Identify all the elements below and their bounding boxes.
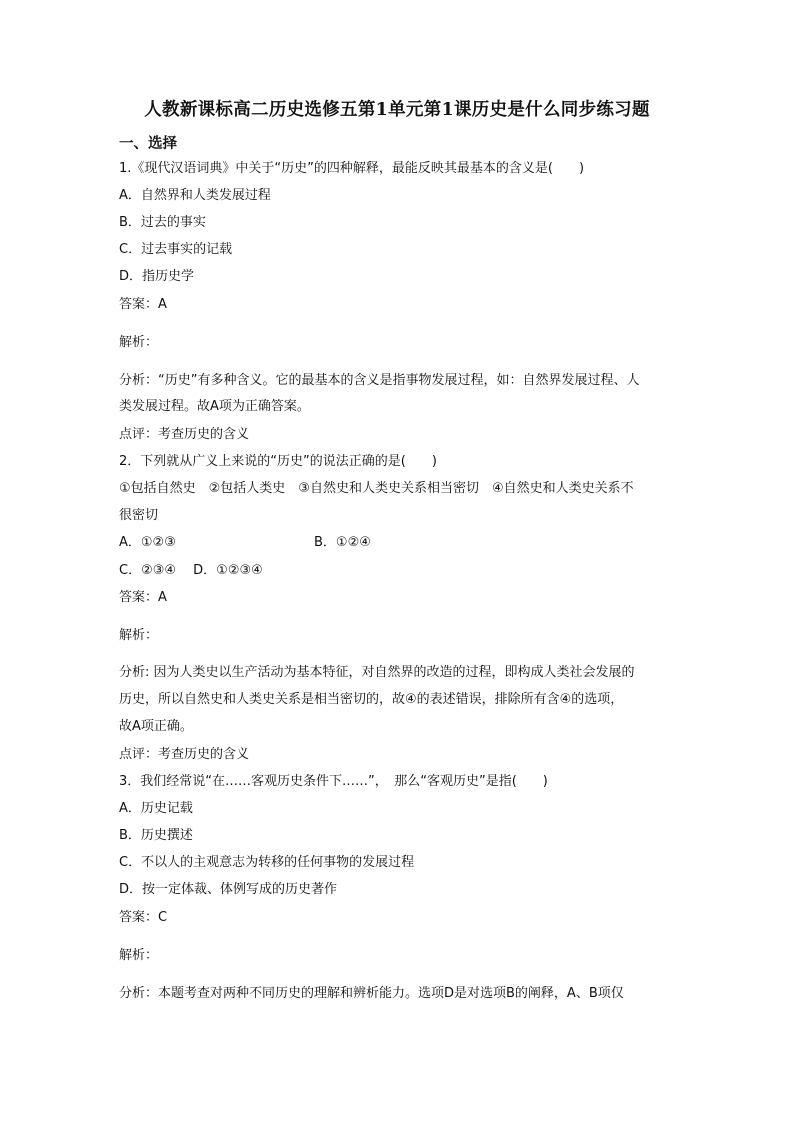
question-1-analysis-line-1: 分析：“历史”有多种含义。它的最基本的含义是指事物发展过程，如：自然界发展过程、人 — [119, 373, 640, 388]
question-1-analysis-line-2: 类发展过程。故A项为正确答案。 — [119, 399, 310, 414]
question-2-analysis-line-2: 历史，所以自然史和人类史关系是相当密切的，故④的表述错误，排除所有含④的选项， — [119, 692, 624, 707]
question-3-option-b: B．历史撰述 — [119, 828, 193, 843]
question-1-option-d: D．指历史学 — [119, 269, 195, 284]
question-3-answer: 答案：C — [119, 910, 168, 925]
question-2-option-a: A．①②③ — [119, 535, 176, 550]
question-2-option-b: B．①②④ — [314, 535, 371, 550]
question-1-stem: 1.《现代汉语词典》中关于“历史”的四种解释，最能反映其最基本的含义是( ) — [119, 161, 585, 176]
question-3-analysis-line-1: 分析：本题考查对两种不同历史的理解和辨析能力。选项D是对选项B的阐释，A、B项仅 — [119, 986, 624, 1001]
question-3-option-c: C．不以人的主观意志为转移的任何事物的发展过程 — [119, 855, 415, 870]
question-2-options-row-2: C．②③④ D．①②③④ — [119, 563, 263, 578]
section-heading: 一、选择 — [119, 136, 177, 152]
question-1-option-c: C．过去事实的记载 — [119, 242, 233, 257]
question-1-option-b: B．过去的事实 — [119, 215, 206, 230]
question-1-answer: 答案：A — [119, 297, 167, 312]
question-2-comment: 点评：考查历史的含义 — [119, 747, 250, 762]
question-3-stem: 3．我们经常说“在……客观历史条件下……”， 那么“客观历史”是指( ) — [119, 774, 548, 789]
question-2-stem: 2．下列就从广义上来说的“历史”的说法正确的是( ) — [119, 454, 437, 469]
question-2-options-row-1 — [119, 533, 679, 553]
question-2-analysis-label: 解析： — [119, 628, 159, 643]
question-1-option-a: A．自然界和人类发展过程 — [119, 188, 271, 203]
question-1-analysis-label: 解析： — [119, 335, 159, 350]
question-3-analysis-label: 解析： — [119, 948, 159, 963]
question-2-items-line-2: 很密切 — [119, 508, 159, 523]
question-3-option-a: A．历史记载 — [119, 801, 193, 816]
question-2-analysis-line-3: 故A项正确。 — [119, 719, 193, 734]
question-2-analysis-line-1: 分析: 因为人类史以生产活动为基本特征，对自然界的改造的过程，即构成人类社会发展的 — [119, 665, 635, 680]
question-1-comment: 点评：考查历史的含义 — [119, 427, 250, 442]
question-3-option-d: D．按一定体裁、体例写成的历史著作 — [119, 882, 338, 897]
question-2-answer: 答案：A — [119, 590, 167, 605]
question-2-items-line-1: ①包括自然史 ②包括人类史 ③自然史和人类史关系相当密切 ④自然史和人类史关系不 — [119, 481, 634, 496]
document-title: 人教新课标高二历史选修五第1单元第1课历史是什么同步练习题 — [144, 100, 650, 120]
